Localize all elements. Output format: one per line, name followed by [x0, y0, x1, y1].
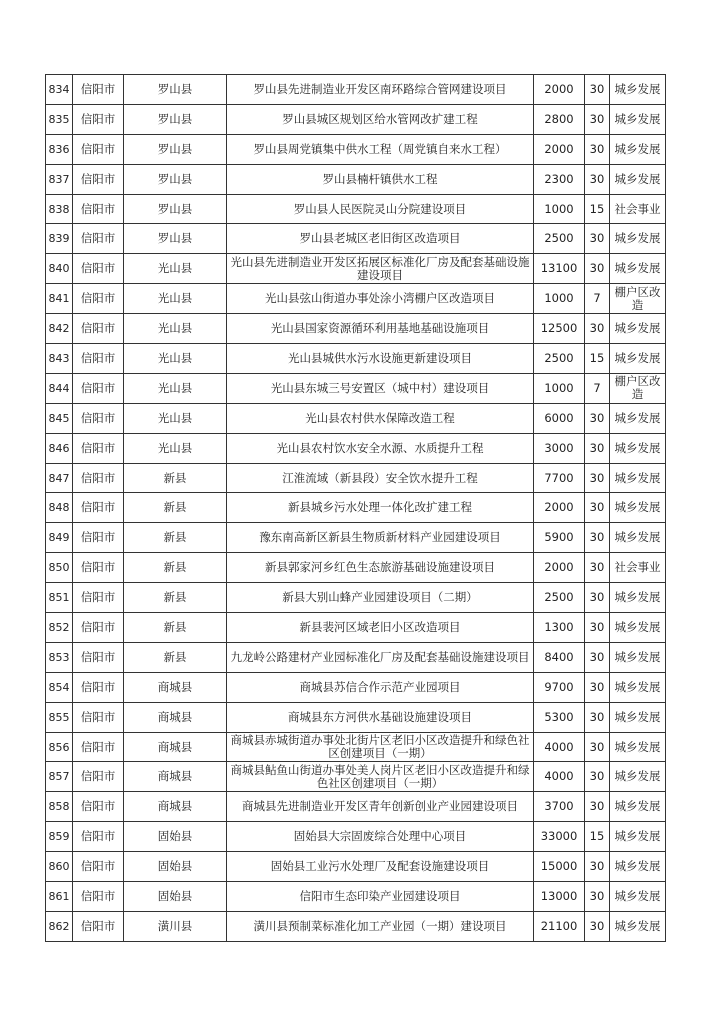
city-cell: 信阳市 [73, 583, 124, 613]
amount-cell: 2300 [534, 164, 585, 194]
table-row [46, 911, 666, 941]
amount-cell: 13000 [534, 882, 585, 912]
table-row [46, 822, 666, 852]
project-name-cell: 罗山县周党镇集中供水工程（周党镇自来水工程） [227, 134, 534, 164]
table-row [46, 732, 666, 762]
amount-cell: 1300 [534, 613, 585, 643]
project-name-cell: 光山县先进制造业开发区拓展区标准化厂房及配套基础设施建设项目 [227, 254, 534, 284]
county-cell: 商城县 [124, 732, 227, 762]
table-row [46, 194, 666, 224]
term-cell: 30 [585, 672, 610, 702]
city-cell: 信阳市 [73, 672, 124, 702]
project-name-cell: 光山县农村饮水安全水源、水质提升工程 [227, 433, 534, 463]
term-cell: 30 [585, 104, 610, 134]
project-name-cell: 罗山县城区规划区给水管网改扩建工程 [227, 104, 534, 134]
county-cell: 商城县 [124, 792, 227, 822]
project-name-cell: 商城县东方河供水基础设施建设项目 [227, 702, 534, 732]
amount-cell: 3700 [534, 792, 585, 822]
table-row [46, 672, 666, 702]
table-row [46, 75, 666, 105]
category-cell: 城乡发展 [610, 762, 666, 792]
table-row [46, 433, 666, 463]
term-cell: 30 [585, 911, 610, 941]
row-number: 854 [46, 672, 73, 702]
category-cell: 城乡发展 [610, 852, 666, 882]
table-row [46, 373, 666, 403]
term-cell: 30 [585, 254, 610, 284]
row-number: 860 [46, 852, 73, 882]
category-cell: 棚户区改造 [610, 284, 666, 314]
table-row [46, 493, 666, 523]
project-name-cell: 固始县工业污水处理厂及配套设施建设项目 [227, 852, 534, 882]
term-cell: 30 [585, 164, 610, 194]
row-number: 840 [46, 254, 73, 284]
term-cell: 7 [585, 284, 610, 314]
county-cell: 罗山县 [124, 75, 227, 105]
term-cell: 15 [585, 822, 610, 852]
amount-cell: 9700 [534, 672, 585, 702]
amount-cell: 8400 [534, 642, 585, 672]
project-name-cell: 商城县苏信合作示范产业园项目 [227, 672, 534, 702]
project-table [45, 74, 666, 942]
row-number: 844 [46, 373, 73, 403]
county-cell: 新县 [124, 613, 227, 643]
term-cell: 7 [585, 373, 610, 403]
category-cell: 城乡发展 [610, 792, 666, 822]
term-cell: 30 [585, 433, 610, 463]
amount-cell: 1000 [534, 373, 585, 403]
row-number: 852 [46, 613, 73, 643]
row-number: 841 [46, 284, 73, 314]
row-number: 847 [46, 463, 73, 493]
city-cell: 信阳市 [73, 613, 124, 643]
city-cell: 信阳市 [73, 254, 124, 284]
county-cell: 罗山县 [124, 164, 227, 194]
row-number: 846 [46, 433, 73, 463]
city-cell: 信阳市 [73, 224, 124, 254]
row-number: 851 [46, 583, 73, 613]
county-cell: 新县 [124, 553, 227, 583]
category-cell: 城乡发展 [610, 403, 666, 433]
category-cell: 城乡发展 [610, 314, 666, 344]
county-cell: 新县 [124, 463, 227, 493]
amount-cell: 2000 [534, 493, 585, 523]
table-row [46, 104, 666, 134]
project-name-cell: 商城县鲇鱼山街道办事处美人岗片区老旧小区改造提升和绿色社区创建项目（一期） [227, 762, 534, 792]
table-row [46, 792, 666, 822]
county-cell: 光山县 [124, 433, 227, 463]
city-cell: 信阳市 [73, 792, 124, 822]
city-cell: 信阳市 [73, 702, 124, 732]
table-row [46, 344, 666, 374]
row-number: 834 [46, 75, 73, 105]
amount-cell: 4000 [534, 762, 585, 792]
city-cell: 信阳市 [73, 553, 124, 583]
project-name-cell: 光山县农村供水保障改造工程 [227, 403, 534, 433]
city-cell: 信阳市 [73, 523, 124, 553]
city-cell: 信阳市 [73, 314, 124, 344]
amount-cell: 2000 [534, 75, 585, 105]
project-name-cell: 新县郭家河乡红色生态旅游基础设施建设项目 [227, 553, 534, 583]
county-cell: 罗山县 [124, 134, 227, 164]
project-name-cell: 光山县弦山街道办事处涂小湾棚户区改造项目 [227, 284, 534, 314]
project-name-cell: 新县裴河区域老旧小区改造项目 [227, 613, 534, 643]
project-name-cell: 潢川县预制菜标准化加工产业园（一期）建设项目 [227, 911, 534, 941]
city-cell: 信阳市 [73, 911, 124, 941]
category-cell: 城乡发展 [610, 433, 666, 463]
county-cell: 光山县 [124, 403, 227, 433]
city-cell: 信阳市 [73, 732, 124, 762]
project-name-cell: 新县城乡污水处理一体化改扩建工程 [227, 493, 534, 523]
category-cell: 城乡发展 [610, 732, 666, 762]
table-row [46, 134, 666, 164]
county-cell: 新县 [124, 523, 227, 553]
row-number: 855 [46, 702, 73, 732]
term-cell: 30 [585, 463, 610, 493]
county-cell: 光山县 [124, 314, 227, 344]
county-cell: 固始县 [124, 882, 227, 912]
row-number: 843 [46, 344, 73, 374]
row-number: 836 [46, 134, 73, 164]
county-cell: 固始县 [124, 852, 227, 882]
table-row [46, 403, 666, 433]
county-cell: 商城县 [124, 762, 227, 792]
city-cell: 信阳市 [73, 762, 124, 792]
term-cell: 30 [585, 732, 610, 762]
amount-cell: 21100 [534, 911, 585, 941]
term-cell: 15 [585, 344, 610, 374]
project-name-cell: 江淮流域（新县段）安全饮水提升工程 [227, 463, 534, 493]
table-row [46, 254, 666, 284]
amount-cell: 2000 [534, 553, 585, 583]
category-cell: 城乡发展 [610, 75, 666, 105]
county-cell: 新县 [124, 642, 227, 672]
amount-cell: 5300 [534, 702, 585, 732]
table-row [46, 852, 666, 882]
city-cell: 信阳市 [73, 822, 124, 852]
county-cell: 新县 [124, 493, 227, 523]
term-cell: 30 [585, 403, 610, 433]
row-number: 845 [46, 403, 73, 433]
county-cell: 新县 [124, 583, 227, 613]
project-name-cell: 信阳市生态印染产业园建设项目 [227, 882, 534, 912]
category-cell: 城乡发展 [610, 254, 666, 284]
table-row [46, 882, 666, 912]
category-cell: 城乡发展 [610, 583, 666, 613]
category-cell: 城乡发展 [610, 822, 666, 852]
category-cell: 城乡发展 [610, 882, 666, 912]
amount-cell: 33000 [534, 822, 585, 852]
project-name-cell: 九龙岭公路建材产业园标准化厂房及配套基础设施建设项目 [227, 642, 534, 672]
amount-cell: 2500 [534, 583, 585, 613]
category-cell: 城乡发展 [610, 911, 666, 941]
term-cell: 30 [585, 792, 610, 822]
category-cell: 城乡发展 [610, 493, 666, 523]
amount-cell: 6000 [534, 403, 585, 433]
county-cell: 商城县 [124, 702, 227, 732]
city-cell: 信阳市 [73, 344, 124, 374]
table-row [46, 164, 666, 194]
county-cell: 罗山县 [124, 104, 227, 134]
category-cell: 城乡发展 [610, 613, 666, 643]
row-number: 838 [46, 194, 73, 224]
term-cell: 30 [585, 314, 610, 344]
project-name-cell: 罗山县先进制造业开发区南环路综合管网建设项目 [227, 75, 534, 105]
row-number: 861 [46, 882, 73, 912]
amount-cell: 1000 [534, 284, 585, 314]
term-cell: 30 [585, 224, 610, 254]
term-cell: 30 [585, 553, 610, 583]
table-row [46, 613, 666, 643]
county-cell: 光山县 [124, 344, 227, 374]
amount-cell: 7700 [534, 463, 585, 493]
term-cell: 30 [585, 75, 610, 105]
row-number: 837 [46, 164, 73, 194]
row-number: 835 [46, 104, 73, 134]
project-name-cell: 商城县赤城街道办事处北街片区老旧小区改造提升和绿色社区创建项目（一期） [227, 732, 534, 762]
project-name-cell: 罗山县楠杆镇供水工程 [227, 164, 534, 194]
term-cell: 30 [585, 523, 610, 553]
amount-cell: 1000 [534, 194, 585, 224]
table-row [46, 702, 666, 732]
category-cell: 城乡发展 [610, 224, 666, 254]
county-cell: 光山县 [124, 284, 227, 314]
table-row [46, 224, 666, 254]
category-cell: 城乡发展 [610, 672, 666, 702]
project-name-cell: 罗山县老城区老旧街区改造项目 [227, 224, 534, 254]
amount-cell: 2800 [534, 104, 585, 134]
project-name-cell: 固始县大宗固废综合处理中心项目 [227, 822, 534, 852]
project-name-cell: 光山县国家资源循环利用基地基础设施项目 [227, 314, 534, 344]
row-number: 842 [46, 314, 73, 344]
row-number: 848 [46, 493, 73, 523]
row-number: 839 [46, 224, 73, 254]
table-body [46, 75, 666, 942]
term-cell: 30 [585, 882, 610, 912]
city-cell: 信阳市 [73, 75, 124, 105]
county-cell: 罗山县 [124, 194, 227, 224]
project-name-cell: 罗山县人民医院灵山分院建设项目 [227, 194, 534, 224]
table-row [46, 762, 666, 792]
row-number: 862 [46, 911, 73, 941]
amount-cell: 2500 [534, 344, 585, 374]
county-cell: 光山县 [124, 254, 227, 284]
table-row [46, 314, 666, 344]
city-cell: 信阳市 [73, 134, 124, 164]
table-row [46, 523, 666, 553]
table-row [46, 284, 666, 314]
term-cell: 30 [585, 134, 610, 164]
amount-cell: 2500 [534, 224, 585, 254]
amount-cell: 15000 [534, 852, 585, 882]
amount-cell: 12500 [534, 314, 585, 344]
row-number: 857 [46, 762, 73, 792]
city-cell: 信阳市 [73, 882, 124, 912]
category-cell: 城乡发展 [610, 702, 666, 732]
table-row [46, 642, 666, 672]
city-cell: 信阳市 [73, 642, 124, 672]
county-cell: 罗山县 [124, 224, 227, 254]
county-cell: 商城县 [124, 672, 227, 702]
category-cell: 城乡发展 [610, 104, 666, 134]
city-cell: 信阳市 [73, 164, 124, 194]
county-cell: 固始县 [124, 822, 227, 852]
city-cell: 信阳市 [73, 373, 124, 403]
category-cell: 城乡发展 [610, 642, 666, 672]
amount-cell: 2000 [534, 134, 585, 164]
category-cell: 城乡发展 [610, 523, 666, 553]
table-row [46, 553, 666, 583]
table-row [46, 583, 666, 613]
city-cell: 信阳市 [73, 194, 124, 224]
project-name-cell: 商城县先进制造业开发区青年创新创业产业园建设项目 [227, 792, 534, 822]
category-cell: 城乡发展 [610, 463, 666, 493]
county-cell: 潢川县 [124, 911, 227, 941]
city-cell: 信阳市 [73, 403, 124, 433]
term-cell: 30 [585, 852, 610, 882]
category-cell: 城乡发展 [610, 134, 666, 164]
project-name-cell: 光山县城供水污水设施更新建设项目 [227, 344, 534, 374]
amount-cell: 3000 [534, 433, 585, 463]
category-cell: 社会事业 [610, 553, 666, 583]
city-cell: 信阳市 [73, 852, 124, 882]
city-cell: 信阳市 [73, 493, 124, 523]
city-cell: 信阳市 [73, 284, 124, 314]
row-number: 858 [46, 792, 73, 822]
term-cell: 30 [585, 642, 610, 672]
row-number: 853 [46, 642, 73, 672]
city-cell: 信阳市 [73, 104, 124, 134]
term-cell: 30 [585, 583, 610, 613]
term-cell: 30 [585, 613, 610, 643]
project-name-cell: 新县大别山蜂产业园建设项目（二期） [227, 583, 534, 613]
city-cell: 信阳市 [73, 433, 124, 463]
term-cell: 30 [585, 493, 610, 523]
row-number: 849 [46, 523, 73, 553]
term-cell: 30 [585, 762, 610, 792]
category-cell: 社会事业 [610, 194, 666, 224]
amount-cell: 4000 [534, 732, 585, 762]
term-cell: 15 [585, 194, 610, 224]
table-row [46, 463, 666, 493]
amount-cell: 13100 [534, 254, 585, 284]
county-cell: 光山县 [124, 373, 227, 403]
term-cell: 30 [585, 702, 610, 732]
amount-cell: 5900 [534, 523, 585, 553]
row-number: 859 [46, 822, 73, 852]
city-cell: 信阳市 [73, 463, 124, 493]
project-name-cell: 豫东南高新区新县生物质新材料产业园建设项目 [227, 523, 534, 553]
category-cell: 城乡发展 [610, 344, 666, 374]
category-cell: 棚户区改造 [610, 373, 666, 403]
row-number: 850 [46, 553, 73, 583]
project-name-cell: 光山县东城三号安置区（城中村）建设项目 [227, 373, 534, 403]
category-cell: 城乡发展 [610, 164, 666, 194]
row-number: 856 [46, 732, 73, 762]
